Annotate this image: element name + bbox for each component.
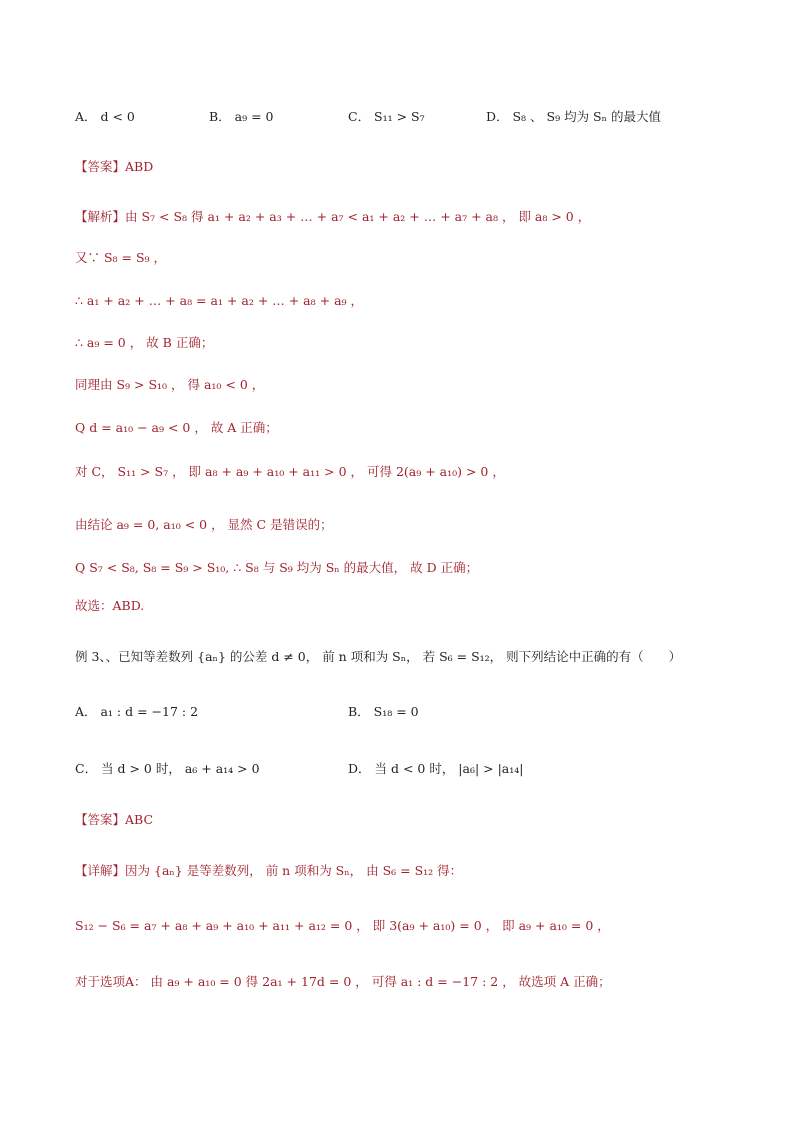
q2-analysis-line-7: 对 C， S₁₁ > S₇ ， 即 a₈ + a₉ + a₁₀ + a₁₁ > 0 ， 可得 2(a₉ + a₁₀) > 0 ，	[75, 464, 505, 479]
q3-answer: 【答案】ABC	[75, 812, 154, 827]
q2-analysis-line-6: Q d = a₁₀ − a₉ < 0 ， 故 A 正确；	[75, 420, 278, 435]
q2-analysis-line-2: 又∵ S₈ = S₉ ，	[75, 250, 167, 265]
q2-analysis-line-10: 故选：ABD.	[75, 598, 145, 613]
q2-analysis-line-3: ∴ a₁ + a₂ + … + a₈ = a₁ + a₂ + … + a₈ + a₉ ，	[75, 293, 364, 308]
q2-option-d: D． S₈ 、 S₉ 均为 Sₙ 的最大值	[486, 109, 661, 124]
q3-detail-line-3: 对于选项A： 由 a₉ + a₁₀ = 0 得 2a₁ + 17d = 0 ， 可得 a₁ : d = −17 : 2 ， 故选项 A 正确；	[75, 974, 611, 989]
q3-option-c: C． 当 d > 0 时， a₆ + a₁₄ > 0	[75, 761, 260, 776]
q2-analysis-line-4: ∴ a₉ = 0 ， 故 B 正确；	[75, 335, 214, 350]
q2-option-b: B． a₉ = 0	[209, 109, 274, 124]
q2-analysis-line-5: 同理由 S₉ > S₁₀ ， 得 a₁₀ < 0 ，	[75, 377, 265, 392]
analysis-label: 【解析】	[75, 209, 126, 224]
q2-analysis-line-9: Q S₇ < S₈, S₈ = S₉ > S₁₀, ∴ S₈ 与 S₉ 均为 Sₙ 的最大值， 故 D 正确；	[75, 560, 479, 575]
q3-detail-line-2: S₁₂ − S₆ = a₇ + a₈ + a₉ + a₁₀ + a₁₁ + a₁₂ = 0 ， 即 3(a₉ + a₁₀) = 0 ， 即 a₉ + a₁₀ = 0 ，	[75, 918, 610, 933]
q2-analysis-line-8: 由结论 a₉ = 0, a₁₀ < 0 ， 显然 C 是错误的；	[75, 517, 333, 532]
detail-label: 【详解】	[75, 863, 126, 878]
q2-option-a: A． d < 0	[75, 109, 135, 124]
q2-answer: 【答案】ABD	[75, 159, 154, 174]
q2-analysis-line-1: 【解析】由 S₇ < S₈ 得 a₁ + a₂ + a₃ + … + a₇ < a₁ + a₂ + … + a₇ + a₈ ， 即 a₈ > 0 ，	[75, 209, 591, 224]
q3-detail-line-1: 【详解】因为 {aₙ} 是等差数列， 前 n 项和为 Sₙ， 由 S₆ = S₁₂ 得：	[75, 863, 463, 878]
q3-option-d: D． 当 d < 0 时， |a₆| > |a₁₄|	[348, 761, 524, 776]
q2-option-c: C． S₁₁ > S₇	[348, 109, 425, 124]
q3-option-b: B． S₁₈ = 0	[348, 704, 419, 719]
q3-option-a: A． a₁ : d = −17 : 2	[75, 704, 199, 719]
q3-stem: 例 3、、已知等差数列 {aₙ} 的公差 d ≠ 0， 前 n 项和为 Sₙ， 若 S₆ = S₁₂， 则下列结论中正确的有（ ）	[75, 649, 682, 664]
